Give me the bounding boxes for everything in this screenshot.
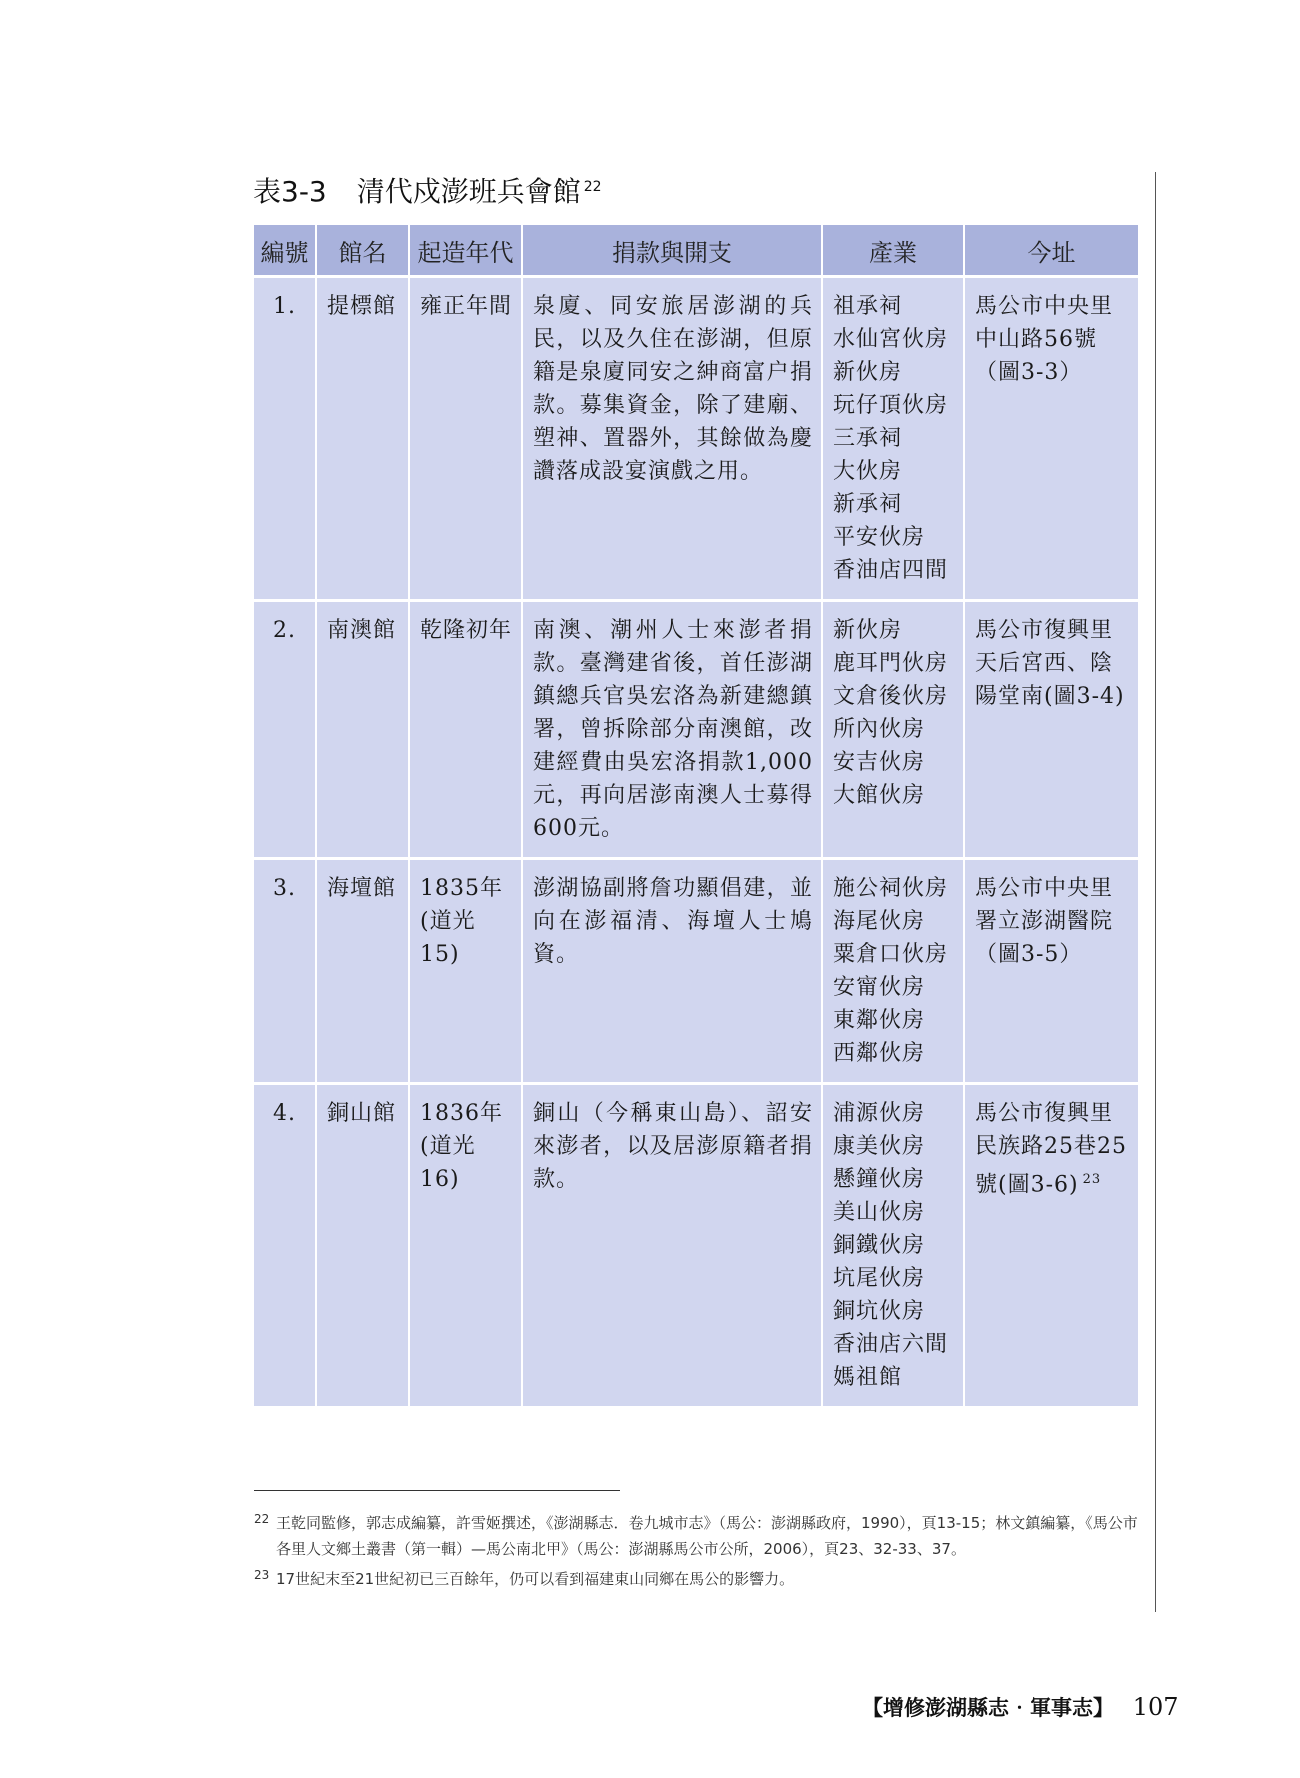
footnote-text: 王乾同監修，郭志成編纂，許雪姬撰述，《澎湖縣志．卷九城市志》（馬公：澎湖縣政府，1990），頁13-15；林文鎮編纂，《馬公市各里人文鄉土叢書（第一輯）—馬公南北甲》（馬公：澎湖縣馬公市公所，2006），頁23、32-33、37。 [276,1514,1138,1558]
property-item: 東鄰伙房 [833,1008,926,1033]
garrison-halls-table [254,225,1138,1409]
table-row [254,601,1138,859]
footnote [254,1566,1138,1592]
era-cell [409,277,522,601]
col-header: 今址 [964,225,1138,277]
table-header-row [254,225,1138,277]
property-item: 懸鐘伙房 [833,1167,926,1192]
property-item: 三承祠 [833,426,903,451]
property-item: 西鄰伙房 [833,1041,926,1066]
era-line: (道光15) [420,909,476,967]
donation-cell: 銅山（今稱東山島）、詔安來澎者，以及居澎原籍者捐款。 [522,1084,822,1408]
row-number: 3. [254,859,316,1084]
footnote-ref: 22 [583,178,602,195]
property-item: 平安伙房 [833,525,926,550]
property-item: 大伙房 [833,459,903,484]
footnote-number: 22 [254,1512,270,1526]
property-item: 所內伙房 [833,717,926,742]
col-header: 起造年代 [409,225,522,277]
col-header: 捐款與開支 [522,225,822,277]
property-item: 文倉後伙房 [833,684,949,709]
address-cell [964,1084,1138,1408]
footnote [254,1510,1138,1562]
address-text: 馬公市中央里署立澎湖醫院（圖3-5） [975,876,1114,967]
property-item: 施公祠伙房 [833,876,949,901]
property-item: 香油店四間 [833,558,949,583]
property-item: 大館伙房 [833,783,926,808]
table-number: 表3-3 [253,175,327,208]
era-line: 乾隆初年 [420,618,513,643]
margin-rule [1155,172,1156,1612]
property-item: 銅鐵伙房 [833,1233,926,1258]
era-line: 1835年 [420,876,503,901]
address-text: 馬公市復興里天后宮西、陰陽堂南(圖3-4) [975,618,1125,709]
footnotes [254,1510,1138,1596]
footnote-number: 23 [254,1568,270,1582]
table-caption [253,170,602,210]
col-header: 編號 [254,225,316,277]
address-text: 馬公市復興里民族路25巷25號(圖3-6) [975,1101,1127,1198]
property-item: 銅坑伙房 [833,1299,926,1324]
era-line: 雍正年間 [420,294,513,319]
table-row [254,277,1138,601]
col-header: 產業 [822,225,964,277]
era-cell [409,601,522,859]
hall-name: 海壇館 [316,859,409,1084]
footnote-ref: 23 [1082,1172,1102,1187]
era-cell [409,1084,522,1408]
property-item: 鹿耳門伙房 [833,651,949,676]
col-header: 館名 [316,225,409,277]
row-number: 4. [254,1084,316,1408]
hall-name: 銅山館 [316,1084,409,1408]
property-item: 安吉伙房 [833,750,926,775]
property-item: 新承祠 [833,492,903,517]
era-line: (道光16) [420,1134,476,1192]
address-cell [964,601,1138,859]
table-title: 清代戍澎班兵會館 [356,175,581,208]
property-item: 海尾伙房 [833,909,926,934]
property-item: 玩仔頂伙房 [833,393,949,418]
era-line: 1836年 [420,1101,503,1126]
property-cell [822,277,964,601]
hall-name: 提標館 [316,277,409,601]
property-item: 美山伙房 [833,1200,926,1225]
table-row [254,859,1138,1084]
property-item: 新伙房 [833,618,903,643]
property-item: 坑尾伙房 [833,1266,926,1291]
book-title: 【增修澎湖縣志‧軍事志】 [862,1695,1114,1720]
property-item: 水仙宮伙房 [833,327,949,352]
property-cell [822,859,964,1084]
donation-cell: 南澳、潮州人士來澎者捐款。臺灣建省後，首任澎湖鎮總兵官吳宏洛為新建總鎮署，曾拆除部分南澳館，改建經費由吳宏洛捐款1,000元，再向居澎南澳人士募得600元。 [522,601,822,859]
donation-cell: 澎湖協副將詹功顯倡建，並向在澎福清、海壇人士鳩資。 [522,859,822,1084]
donation-cell: 泉廈、同安旅居澎湖的兵民，以及久住在澎湖，但原籍是泉廈同安之紳商富户捐款。募集資金，除了建廟、塑神、置器外，其餘做為慶讚落成設宴演戲之用。 [522,277,822,601]
running-footer [862,1692,1179,1722]
row-number: 1. [254,277,316,601]
address-cell [964,277,1138,601]
property-cell [822,601,964,859]
address-text: 馬公市中央里中山路56號（圖3-3） [975,294,1114,385]
property-item: 香油店六間 [833,1332,949,1357]
property-item: 媽祖館 [833,1365,903,1390]
page-number: 107 [1132,1693,1179,1721]
era-cell [409,859,522,1084]
property-item: 安甯伙房 [833,975,926,1000]
row-number: 2. [254,601,316,859]
footnote-text: 17世紀末至21世紀初已三百餘年，仍可以看到福建東山同鄉在馬公的影響力。 [276,1570,795,1588]
property-item: 浦源伙房 [833,1101,926,1126]
property-item: 粟倉口伙房 [833,942,949,967]
footnote-separator [254,1490,620,1491]
property-item: 新伙房 [833,360,903,385]
property-cell [822,1084,964,1408]
address-cell [964,859,1138,1084]
table-row [254,1084,1138,1408]
hall-name: 南澳館 [316,601,409,859]
property-item: 康美伙房 [833,1134,926,1159]
property-item: 祖承祠 [833,294,903,319]
